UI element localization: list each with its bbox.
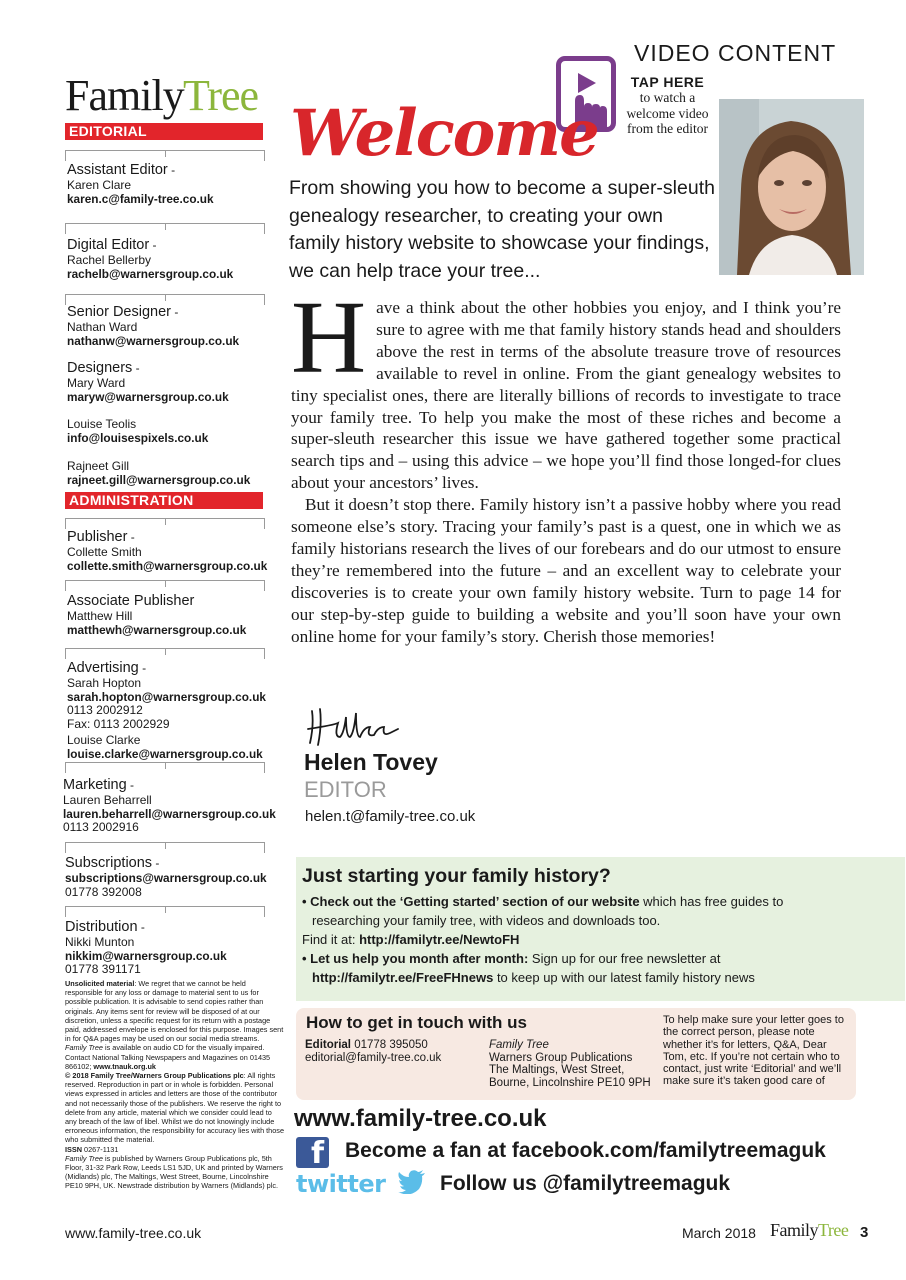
email-link[interactable]: matthewh@warnersgroup.co.uk	[67, 622, 247, 637]
editor-name: Helen Tovey	[304, 749, 438, 775]
email-link[interactable]: louise.clarke@warnersgroup.co.uk	[67, 746, 263, 761]
divider	[65, 518, 265, 528]
video-content-title: VIDEO CONTENT	[634, 40, 837, 66]
email-link[interactable]: maryw@warnersgroup.co.uk	[67, 389, 229, 404]
divider	[65, 580, 265, 590]
get-in-touch-box	[296, 1008, 856, 1100]
staff-marketing: Marketing - Lauren Beharrell lauren.beharrell@warnersgroup.co.uk 0113 2002916	[63, 777, 283, 835]
divider	[65, 906, 265, 916]
email-link[interactable]: sarah.hopton@warnersgroup.co.uk	[67, 689, 266, 704]
newsletter-link[interactable]: http://familytr.ee/FreeFHnews	[312, 970, 494, 985]
facebook-link[interactable]: Become a fan at facebook.com/familytreemaguk	[345, 1139, 826, 1162]
editor-email-link[interactable]: helen.t@family-tree.co.uk	[305, 808, 476, 825]
divider	[65, 223, 265, 233]
divider	[65, 648, 265, 658]
footer-website[interactable]: www.family-tree.co.uk	[65, 1225, 202, 1241]
staff-advertising: Advertising - Sarah Hopton sarah.hopton@warnersgroup.co.uk 0113 2002912 Fax: 0113 2002929 Louise Clarke louise.clarke@warnersgroup.co.uk	[67, 660, 287, 761]
staff-designer-extra: Louise Teolis info@louisespixels.co.uk	[67, 418, 287, 445]
staff-designers: Designers - Mary Ward maryw@warnersgroup.co.uk	[67, 360, 287, 404]
getting-started-box: Just starting your family history? • Check out the ‘Getting started’ section of our website which has free guides to researching your family tree, with videos and downloads too. Find it at: http://familytr.ee/NewtoFH • Let us help you month after month: Sign up for our free newsletter at http://familytr.ee/FreeFHnews to keep up with our latest family history news	[296, 857, 905, 1001]
administration-heading: ADMINISTRATION	[65, 492, 263, 509]
email-link[interactable]: nikkim@warnersgroup.co.uk	[65, 948, 227, 963]
editorial-heading: EDITORIAL	[65, 123, 263, 140]
tap-here-label[interactable]: TAP HERE	[630, 74, 705, 90]
editor-photo	[719, 99, 864, 275]
divider	[65, 294, 265, 304]
staff-senior-designer: Senior Designer - Nathan Ward nathanw@warnersgroup.co.uk	[67, 304, 287, 348]
staff-assistant-editor: Assistant Editor - Karen Clare karen.c@family-tree.co.uk	[67, 162, 287, 206]
get-in-touch-title: How to get in touch with us	[306, 1013, 527, 1032]
logo-tree-text: Tree	[183, 71, 259, 120]
logo-family-text: Family	[65, 71, 184, 120]
welcome-headline: Welcome	[290, 96, 598, 171]
getting-started-title: Just starting your family history?	[302, 865, 611, 887]
twitter-logo[interactable]: twitter	[296, 1170, 386, 1198]
email-link[interactable]: nathanw@warnersgroup.co.uk	[67, 333, 240, 348]
staff-associate-publisher: Associate Publisher Matthew Hill matthewh@warnersgroup.co.uk	[67, 593, 287, 637]
divider	[65, 150, 265, 160]
editor-role: EDITOR	[304, 777, 387, 802]
email-link[interactable]: rachelb@warnersgroup.co.uk	[67, 266, 234, 281]
editor-signature	[304, 703, 404, 749]
legal-small-print: Unsolicited material: We regret that we cannot be held responsible for any loss or damage to material sent to us for possible publication. It is advisable to send copies rather than originals. Any items sent for review will be disposed of at our discretion, unless a specific request for its return with a postage paid, addressed envelope is enclosed for this purpose. Images sent in for Q&A pages may be used on our social media streams. Family Tree is available on audio CD for the visually impaired. Contact National Talking Newspapers and Magazines on 01435 866102; www.tnauk.org.uk © 2018 Family Tree/Warners Group Publications plc: All rights reserved. Reproduction in part or in whole is forbidden. Personal views expressed in articles and letters are those of the contributor and not necessarily those of the publishers. We reserve the right to delete from any article, material which we consider could lead to any breach of the law of libel. Whilst we do not knowingly include erroneous information, the responsibility for accuracy lies with those who submitted the material. ISSN 0267-1131 Family Tree is published by Warners Group Publications plc, 5th Floor, 31-32 Park Row, Leeds LS1 5JD, UK and printed by Warners (Midlands) plc, The Maltings, West Street, Bourne, Lincolnshire PE10 9PH, UK. Newstrade distribution by Warners (Midlands) plc.	[65, 979, 285, 1191]
postal-address: Family Tree Warners Group Publications The Maltings, West Street, Bourne, Lincolnshire PE10 9PH	[489, 1039, 651, 1089]
email-link[interactable]: lauren.beharrell@warnersgroup.co.uk	[63, 806, 276, 821]
staff-designer-extra: Rajneet Gill rajneet.gill@warnersgroup.co.uk	[67, 460, 287, 487]
video-description: to watch a welcome video from the editor	[626, 90, 709, 136]
footer-logo: FamilyTree	[770, 1220, 849, 1240]
staff-distribution: Distribution - Nikki Munton nikkim@warnersgroup.co.uk 01778 391171	[65, 919, 285, 977]
contact-note: To help make sure your letter goes to the correct person, please note whether it’s for letters, Q&A, Dear Tom, etc. If you’re not certain who to contact, just write ‘Editorial’ and we’ll make sure it’s taken good care of	[663, 1014, 844, 1088]
twitter-link[interactable]: Follow us @familytreemaguk	[440, 1172, 731, 1195]
divider	[65, 842, 265, 852]
divider	[65, 762, 265, 772]
email-link[interactable]: karen.c@family-tree.co.uk	[67, 191, 214, 206]
footer-date: March 2018	[682, 1225, 756, 1241]
editorial-email-link[interactable]: editorial@family-tree.co.uk	[305, 1052, 442, 1064]
editorial-contact: Editorial 01778 395050 editorial@family-tree.co.uk	[305, 1039, 442, 1064]
tnauk-link[interactable]: www.tnauk.org.uk	[93, 1061, 156, 1071]
editorial-body	[291, 280, 841, 648]
staff-publisher: Publisher - Collette Smith collette.smith@warnersgroup.co.uk	[67, 529, 287, 573]
staff-subscriptions: Subscriptions - subscriptions@warnersgroup.co.uk 01778 392008	[65, 855, 285, 899]
website-link[interactable]: www.family-tree.co.uk	[294, 1105, 547, 1132]
newtofh-link[interactable]: http://familytr.ee/NewtoFH	[359, 932, 520, 947]
email-link[interactable]: subscriptions@warnersgroup.co.uk	[65, 871, 267, 885]
email-link[interactable]: rajneet.gill@warnersgroup.co.uk	[67, 472, 251, 487]
email-link[interactable]: info@louisespixels.co.uk	[67, 430, 209, 445]
paragraph-2: But it doesn’t stop there. Family history isn’t a passive hobby where you read someone else’s story. Tracing your family’s past is a quest, one in which we as family historians research the lives of our forebears and do our utmost to ensure they’re remembered into the future – and an excellent way to celebrate your discoveries is to create your own family history website. Turn to page 14 for our step-by-step guide to building a website and you’ll soon have your own online home for your family’s story. Cherish those memories!	[291, 495, 841, 646]
family-tree-logo	[65, 66, 270, 122]
email-link[interactable]: collette.smith@warnersgroup.co.uk	[67, 558, 268, 573]
page-number: 3	[860, 1224, 869, 1241]
staff-digital-editor: Digital Editor - Rachel Bellerby rachelb@warnersgroup.co.uk	[67, 237, 287, 281]
facebook-icon[interactable]: f	[296, 1137, 329, 1168]
twitter-bird-icon	[398, 1170, 426, 1194]
drop-cap: H	[291, 280, 367, 395]
standfirst: From showing you how to become a super-sleuth genealogy researcher, to creating your own family history website to showcase your findings, we can help trace your tree...	[289, 177, 715, 282]
paragraph-1: Have a think about the other hobbies you enjoy, and I think you’re sure to agree with me that family history stands head and shoulders above the rest in terms of the absolute treasure trove of resources available to revel in online. From the giant genealogy websites to tiny specialist ones, there are literally billions of records to investigate to trace your family tree. To help you make the most of these riches and become a super-sleuth researcher this issue we have gathered together some practical search tips and – using this advice – we hope you’ll find those longed-for clues about your ancestors’ lives.	[291, 280, 841, 493]
